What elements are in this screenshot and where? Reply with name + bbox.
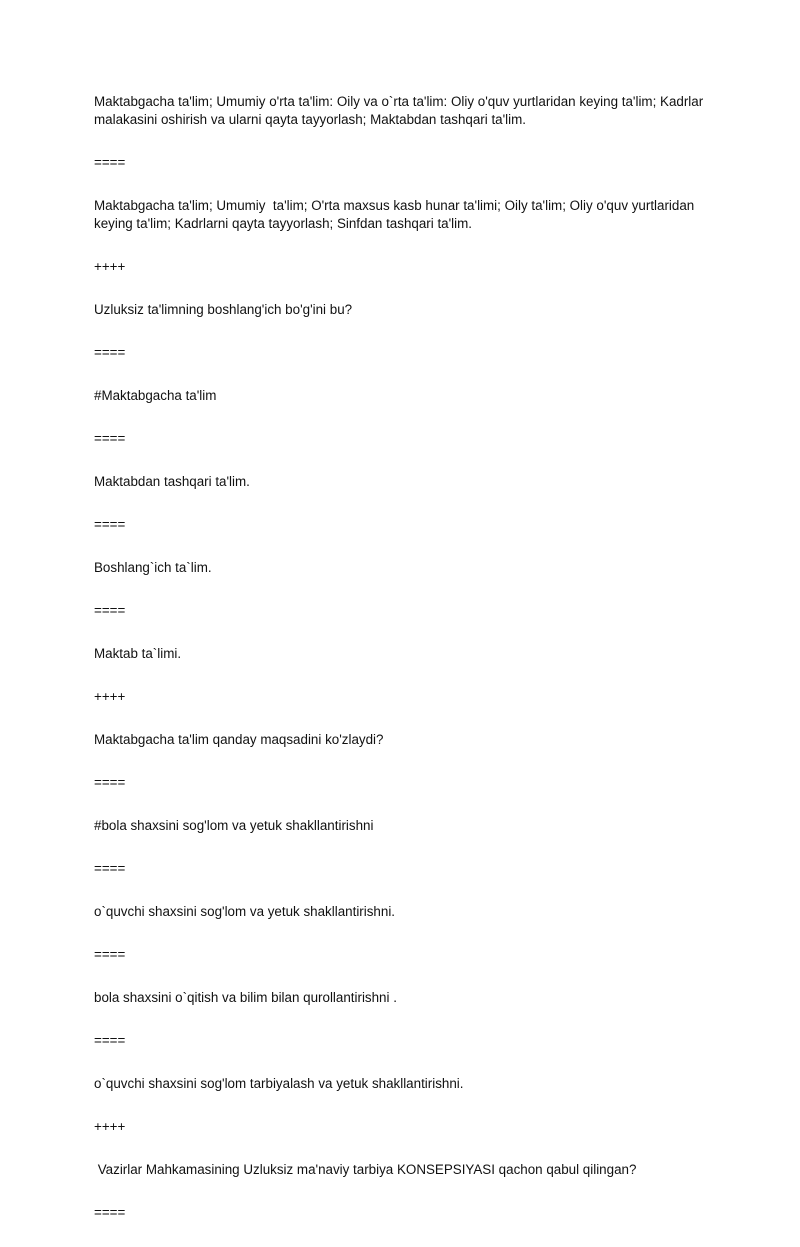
answer-option-text: Boshlang`ich ta`lim.: [94, 560, 212, 575]
question-text: Uzluksiz ta'limning boshlang'ich bo'g'ini bu?: [94, 302, 353, 317]
correct-answer-text: #bola shaxsini sog'lom va yetuk shakllantirishni: [94, 818, 374, 833]
answer-option-text: Maktabdan tashqari ta'lim.: [94, 474, 250, 489]
answer-option-text: Maktabgacha ta'lim; Umumiy ta'lim; O'rta maxsus kasb hunar ta'limi; Oily ta'lim; Oliy o'quv yurtlaridan keying ta'lim; Kadrlarni qayta tayyorlash; Sinfdan tashqari ta'lim.: [94, 198, 698, 231]
question-text: Maktabgacha ta'lim qanday maqsadini ko'zlaydi?: [94, 732, 384, 747]
document-body: [94, 93, 714, 1247]
answer-option-text: bola shaxsini o`qitish va bilim bilan qurollantirishni .: [94, 990, 397, 1005]
separator: ====: [94, 431, 126, 446]
question-separator: ++++: [94, 1119, 126, 1134]
answer-option-text: Maktabgacha ta'lim; Umumiy o'rta ta'lim: Oily va o`rta ta'lim: Oliy o'quv yurtlaridan keying ta'lim; Kadrlar malakasini oshirish va ularni qayta tayyorlash; Maktabdan tashqari ta'lim.: [94, 94, 707, 127]
separator: ====: [94, 1033, 126, 1048]
separator: ====: [94, 1205, 126, 1220]
separator: ====: [94, 775, 126, 790]
separator: ====: [94, 861, 126, 876]
answer-option-text: Maktab ta`limi.: [94, 646, 182, 661]
correct-answer-text: #Maktabgacha ta'lim: [94, 388, 217, 403]
question-separator: ++++: [94, 259, 126, 274]
question-separator: ++++: [94, 689, 126, 704]
separator: ====: [94, 517, 126, 532]
question-text: Vazirlar Mahkamasining Uzluksiz ma'naviy tarbiya KONSEPSIYASI qachon qabul qilingan?: [94, 1162, 637, 1177]
separator: ====: [94, 155, 126, 170]
answer-option-text: o`quvchi shaxsini sog'lom va yetuk shakllantirishni.: [94, 904, 396, 919]
separator: ====: [94, 947, 126, 962]
answer-option-text: o`quvchi shaxsini sog'lom tarbiyalash va yetuk shakllantirishni.: [94, 1076, 464, 1091]
separator: ====: [94, 345, 126, 360]
separator: ====: [94, 603, 126, 618]
